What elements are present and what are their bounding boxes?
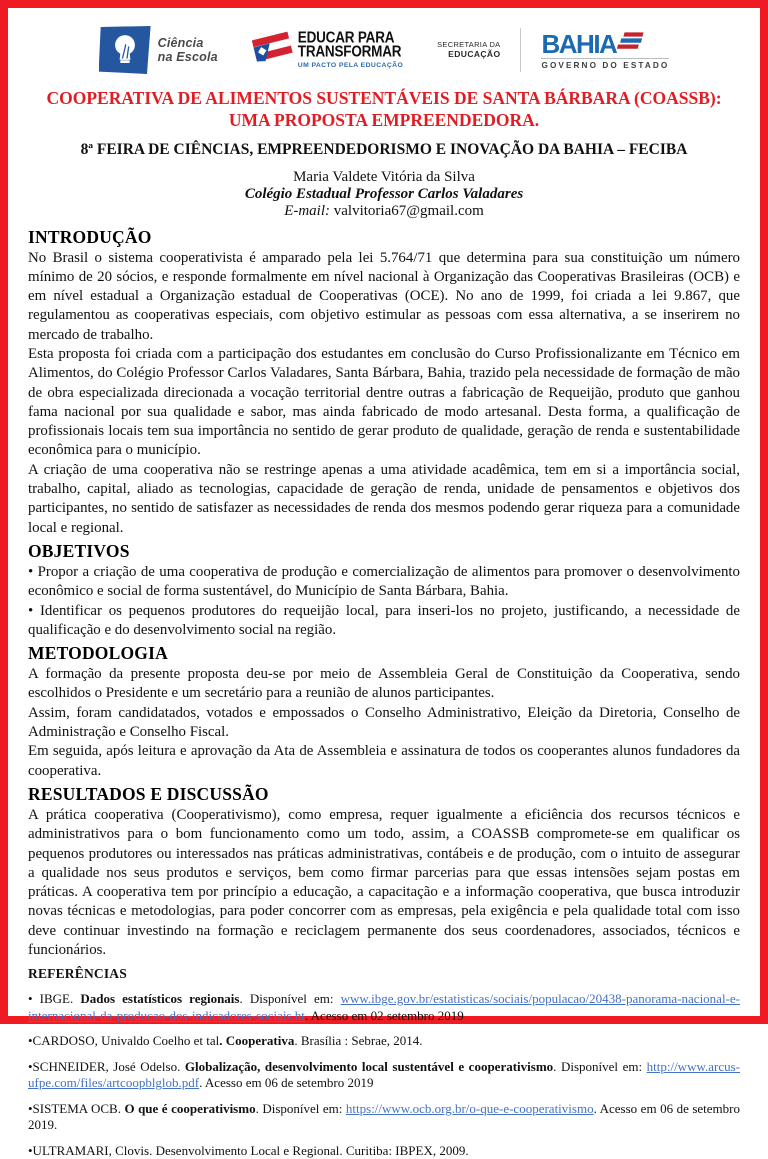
- ref-title: . Cooperativa: [219, 1033, 294, 1048]
- ref-prefix: •SISTEMA OCB.: [28, 1101, 124, 1116]
- reference-link[interactable]: http://www.arcus-ufpe.com/files/artcoopblglob.pdf: [28, 1059, 740, 1091]
- introducao-paragraph: No Brasil o sistema cooperativista é amparado pela lei 5.764/71 que determina para sua constituição um número mínimo de 20 sócios, e responde formalmente em nível nacional à Organização das Cooperativas Brasileiras (OCB) e em nível estadual a Organização estadual de Cooperativas (OCE). No ano de 1999, foi criada a lei 9.867, que regulamentou as cooperativas especiais, com objetivo estimular as pessoas com essa alternativa, a se inserirem no mercado de trabalho.: [28, 249, 740, 345]
- ref-prefix: •SCHNEIDER, José Odelso.: [28, 1059, 185, 1074]
- heading-metodologia: METODOLOGIA: [28, 643, 740, 664]
- ref-title: Globalização, desenvolvimento local sustentável e cooperativismo: [185, 1059, 553, 1074]
- email-value: valvitoria67@gmail.com: [334, 203, 484, 219]
- resultados-paragraph: A prática cooperativa (Cooperativismo), como empresa, requer igualmente a eficiência dos recursos técnicos e administrativos para o bom funcionamento como um todo, assim, a COASSB compromete-se em qualificar os pequenos produtores ou interessados nas práticas administrativas, contábeis e de produção, com o intuito de assegurar a qualidade nos seus produtos e serviços, bem como firmar parcerias para que essas intensões sejam postas em práticas. A cooperativa tem por princípio a educação, a capacitação e a informação cooperativa, que busca introduzir novas técnicas e metodologias, para poder concorrer com as empresas, pela exigência e pela qualidade total com isso deve continuar investindo na formação e reciclagem permanente dos seus coordenadores, associados, técnicos e funcionários.: [28, 806, 740, 960]
- educar-para-transformar-logo: [252, 30, 403, 71]
- document-body: [28, 227, 740, 1159]
- email-label: E-mail:: [284, 203, 330, 219]
- logo-divider: [520, 28, 521, 72]
- reference-entry: [28, 991, 740, 1024]
- ref-mid: . Brasília : Sebrae, 2014.: [294, 1033, 422, 1048]
- objetivos-bullet: • Propor a criação de uma cooperativa de produção e comercialização de alimentos para promover o desenvolvimento econômico e social de forma sustentável, do Município de Santa Bárbara, Bahia.: [28, 563, 740, 602]
- ref-title: Dados estatísticos regionais: [80, 991, 239, 1006]
- author-email: [28, 203, 740, 220]
- ciencia-line2: na Escola: [158, 50, 218, 64]
- objetivos-bullet: • Identificar os pequenos produtores do requeijão local, para inseri-los no projeto, justificando, a necessidade de qualificação e do desenvolvimento social na região.: [28, 602, 740, 641]
- educar-logo-text: [298, 31, 403, 69]
- secretaria-line2: EDUCAÇÃO: [437, 49, 500, 59]
- secretaria-line1: SECRETARIA DA: [437, 40, 500, 49]
- introducao-paragraph: Esta proposta foi criada com a participação dos estudantes em conclusão do Curso Profissionalizante em Técnico em Alimentos, do Colégio Professor Carlos Valadares, Santa Bárbara, Bahia, trazido pela necessidade de formação de mão de obra especializada direcionada a vocação territorial dentre outras a fabricação de Requeijão, produto que ganhou fama nacional por sua qualidade e sabor, mas ainda fabricado de modo artesanal. Desta forma, a qualificação de profissionais locais tem sua importância no sentido de gerar produto de qualidade, geração de renda e sustentabilidade econômica para o município.: [28, 345, 740, 461]
- ref-prefix: • IBGE.: [28, 991, 80, 1006]
- reference-link[interactable]: https://www.ocb.org.br/o-que-e-cooperativismo: [346, 1101, 594, 1116]
- introducao-paragraph: A criação de uma cooperativa não se restringe apenas a uma atividade acadêmica, tem em si a importância social, trabalho, capital, aliado as tecnologias, capacidade de geração de renda, unidade de pensamentos e objetivos dos participantes, no sentido de satisfazer as necessidades de renda dos mesmos podendo gerar riqueza para a comunidade local e regional.: [28, 461, 740, 538]
- ref-suffix: . Acesso em 06 de setembro 2019: [199, 1075, 373, 1090]
- heading-objetivos: OBJETIVOS: [28, 541, 740, 562]
- ref-mid: . Disponível em:: [256, 1101, 346, 1116]
- ref-mid: . Disponível em:: [239, 991, 340, 1006]
- event-subtitle: 8ª FEIRA DE CIÊNCIAS, EMPREENDEDORISMO E INOVAÇÃO DA BAHIA – FECIBA: [28, 141, 740, 159]
- ciencia-logo-text: [158, 36, 218, 65]
- author-school: Colégio Estadual Professor Carlos Valadares: [28, 186, 740, 203]
- metodologia-paragraph: A formação da presente proposta deu-se por meio de Assembleia Geral de Constituição da Cooperativa, sendo escolhidos o Presidente e um secretário para a reunião de alunos participantes.: [28, 665, 740, 704]
- reference-entry: [28, 1143, 740, 1159]
- logo-row: [28, 22, 740, 78]
- educar-line1: EDUCAR PARA: [298, 30, 403, 46]
- ref-prefix: •ULTRAMARI, Clovis. Desenvolvimento Local e Regional. Curitiba: IBPEX, 2009.: [28, 1143, 469, 1158]
- secretaria-educacao-logo: [437, 40, 500, 59]
- reference-entry: [28, 1059, 740, 1092]
- metodologia-paragraph: Em seguida, após leitura e aprovação da Ata de Assembleia e assinatura de todos os cooperantes alunos fundadores da cooperativa.: [28, 742, 740, 781]
- metodologia-paragraph: Assim, foram candidatados, votados e empossados o Conselho Administrativo, Eleição da Diretoria, Conselho de Administração e Conselho Fiscal.: [28, 704, 740, 743]
- title-line1: COOPERATIVA DE ALIMENTOS SUSTENTÁVEIS DE SANTA BÁRBARA (COASSB):: [28, 88, 740, 110]
- author-block: [28, 169, 740, 221]
- ref-suffix: . Acesso em 06 de setembro 2019.: [28, 1101, 740, 1133]
- ref-prefix: •CARDOSO, Univaldo Coelho et tal: [28, 1033, 219, 1048]
- ref-mid: . Disponível em:: [553, 1059, 646, 1074]
- ciencia-na-escola-logo: [99, 26, 218, 74]
- reference-link[interactable]: www.ibge.gov.br/estatisticas/sociais/populacao/20438-panorama-nacional-e-internacional-da-producao-dos-indicadores-sociais.ht: [28, 991, 740, 1023]
- heading-resultados: RESULTADOS E DISCUSSÃO: [28, 784, 740, 805]
- heading-referencias: REFERÊNCIAS: [28, 966, 740, 982]
- reference-entry: [28, 1101, 740, 1134]
- lightbulb-icon: [99, 26, 151, 74]
- reference-entry: [28, 1033, 740, 1050]
- ciencia-line1: Ciência: [158, 36, 218, 50]
- author-name: Maria Valdete Vitória da Silva: [28, 169, 740, 186]
- heading-introducao: INTRODUÇÃO: [28, 227, 740, 248]
- educar-tagline: UM PACTO PELA EDUCAÇÃO: [298, 62, 403, 69]
- bahia-wordmark: BAHIA: [541, 31, 616, 57]
- educar-line2: TRANSFORMAR: [298, 44, 403, 60]
- bahia-governo-logo: [541, 30, 669, 70]
- bahia-flag-icon: [252, 30, 292, 71]
- title-line2: UMA PROPOSTA EMPREENDEDORA.: [28, 110, 740, 132]
- page-title: [28, 88, 740, 132]
- bahia-subtitle: GOVERNO DO ESTADO: [541, 58, 669, 70]
- ref-suffix: . Acesso em 02 setembro 2019: [305, 1008, 464, 1023]
- bahia-flag-stripes-icon: [618, 30, 644, 57]
- ref-title: O que é cooperativismo: [124, 1101, 255, 1116]
